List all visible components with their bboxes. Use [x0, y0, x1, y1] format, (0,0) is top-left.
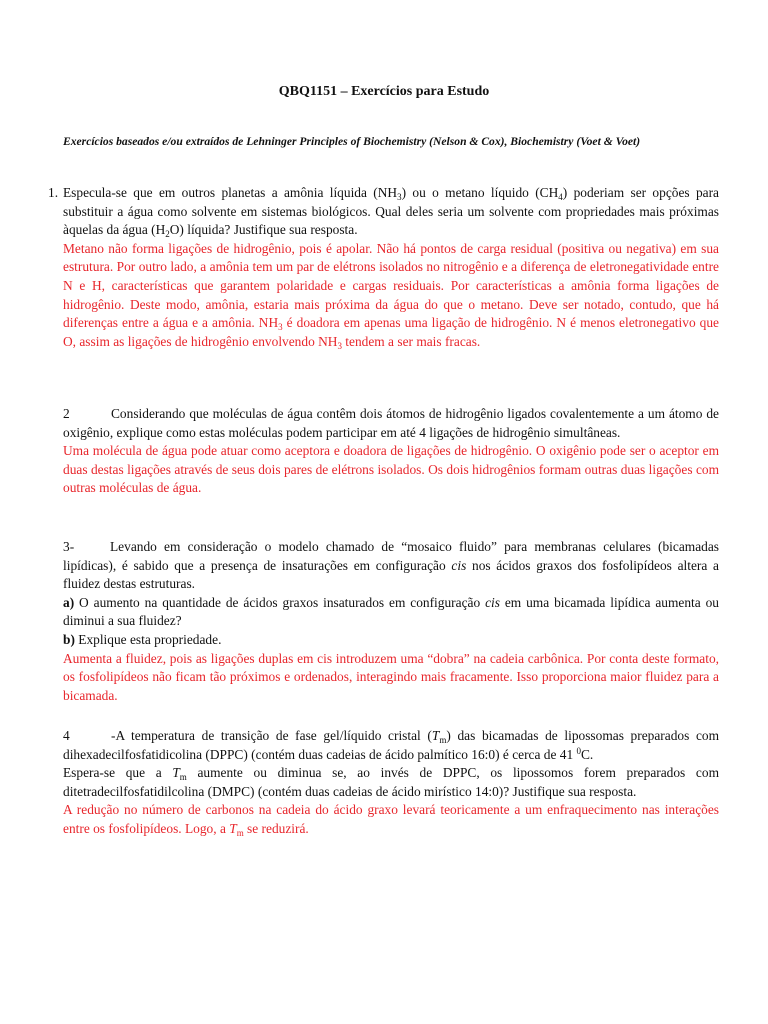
question-4 [63, 727, 719, 839]
question-4-answer: A redução no número de carbonos na cadeia do ácido graxo levará teoricamente a um enfraquecimento nas interações entre os fosfolipídeos. Logo, a $T_m$ se reduzirá. [63, 802, 719, 838]
question-3-text: 3- Levando em consideração o modelo chamado de “mosaico fluido” para membranas celulares (bicamadas lipídicas), é sabido que a presença de insaturações em configuração cis nos ácidos graxos dos fosfolipídeos altera a fluidez destas estruturas. [63, 539, 719, 592]
question-1 [48, 184, 720, 351]
question-3 [63, 538, 719, 705]
question-2 [63, 405, 719, 498]
question-4-text: 4 -A temperatura de transição de fase gel/líquido cristal $(T_m)$ das bicamadas de lipossomas preparados com dihexadecilfosfatidicolina (DPPC) (contém duas cadeias de ácido palmítico 16:0) é cerca de 41 $^0$C. Espera-se que a $T_m$ aumente ou diminua se, ao invés de DPPC, os lipossomos forem preparados com ditetradecilfosfatidilcolina (DMPC) (contém duas cadeias de ácido mirístico 14:0)? Justifique sua resposta. [63, 728, 719, 799]
question-2-answer: Uma molécula de água pode atuar como aceptora e doadora de ligações de hidrogênio. O oxigênio pode ser o aceptor em duas destas ligações através de seus dois pares de elétrons isolados. Os dois hidrogênios formam outras duas ligações com outras moléculas de água. [63, 443, 719, 496]
question-1-text: 1. Especula-se que em outros planetas a amônia líquida $(NH_3)$ ou o metano líquido $(CH_4)$ poderiam ser opções para substituir a água como solvente em sistemas biológicos. Qual deles seria um solvente com propriedades mais próximas àquelas da água $(H_2O)$ líquida? Justifique sua resposta. [48, 185, 720, 240]
question-1-answer: Metano não forma ligações de hidrogênio, pois é apolar. Não há pontos de carga residual (positiva ou negativa) em sua estrutura. Por outro lado, a amônia tem um par de elétrons isolados no nitrogênio e a diferença de eletronegatividade entre N e H, características que garantem polaridade e cargas residuais. Por características a amônia forma ligações de hidrogênio. Deste modo, amônia, estaria mais próxima da água do que o metano. Deve ser notado, contudo, que há diferenças entre a água e a amônia. $NH_3$ é doadora em apenas uma ligação de hidrogênio. N é menos eletronegativo que O, assim as ligações de hidrogênio envolvendo $NH_3$ tendem a ser mais fracas. [63, 240, 719, 351]
question-3-answer: Aumenta a fluidez, pois as ligações duplas em cis introduzem uma “dobra” na cadeia carbônica. Por conta deste formato, os fosfolipídeos não ficam tão próximos e ordenados, interagindo mais fracamente. Isso proporciona maior fluidez para a bicamada. [63, 650, 719, 703]
question-4-number: 4 [63, 728, 70, 743]
question-3-number: 3- [63, 539, 75, 554]
question-3-item-a: a) O aumento na quantidade de ácidos graxos insaturados em configuração cis em uma bicamada lipídica aumenta ou diminui a sua fluidez? [63, 594, 719, 629]
question-1-number: 1. [48, 185, 59, 200]
page-subtitle: Exercícios baseados e/ou extraídos de Lehninger Principles of Biochemistry (Nelson & Cox), Biochemistry (Voet & Voet) [63, 135, 641, 148]
question-3-item-b: b) Explique esta propriedade. [63, 631, 222, 647]
page-title: QBQ1151 – Exercícios para Estudo [278, 84, 490, 99]
question-2-number: 2 [63, 406, 70, 421]
question-2-text: 2 Considerando que moléculas de água contêm dois átomos de hidrogênio ligados covalentemente a um átomo de oxigênio, explique como estas moléculas podem participar em até 4 ligações de hidrogênio simultâneas. [63, 406, 719, 440]
